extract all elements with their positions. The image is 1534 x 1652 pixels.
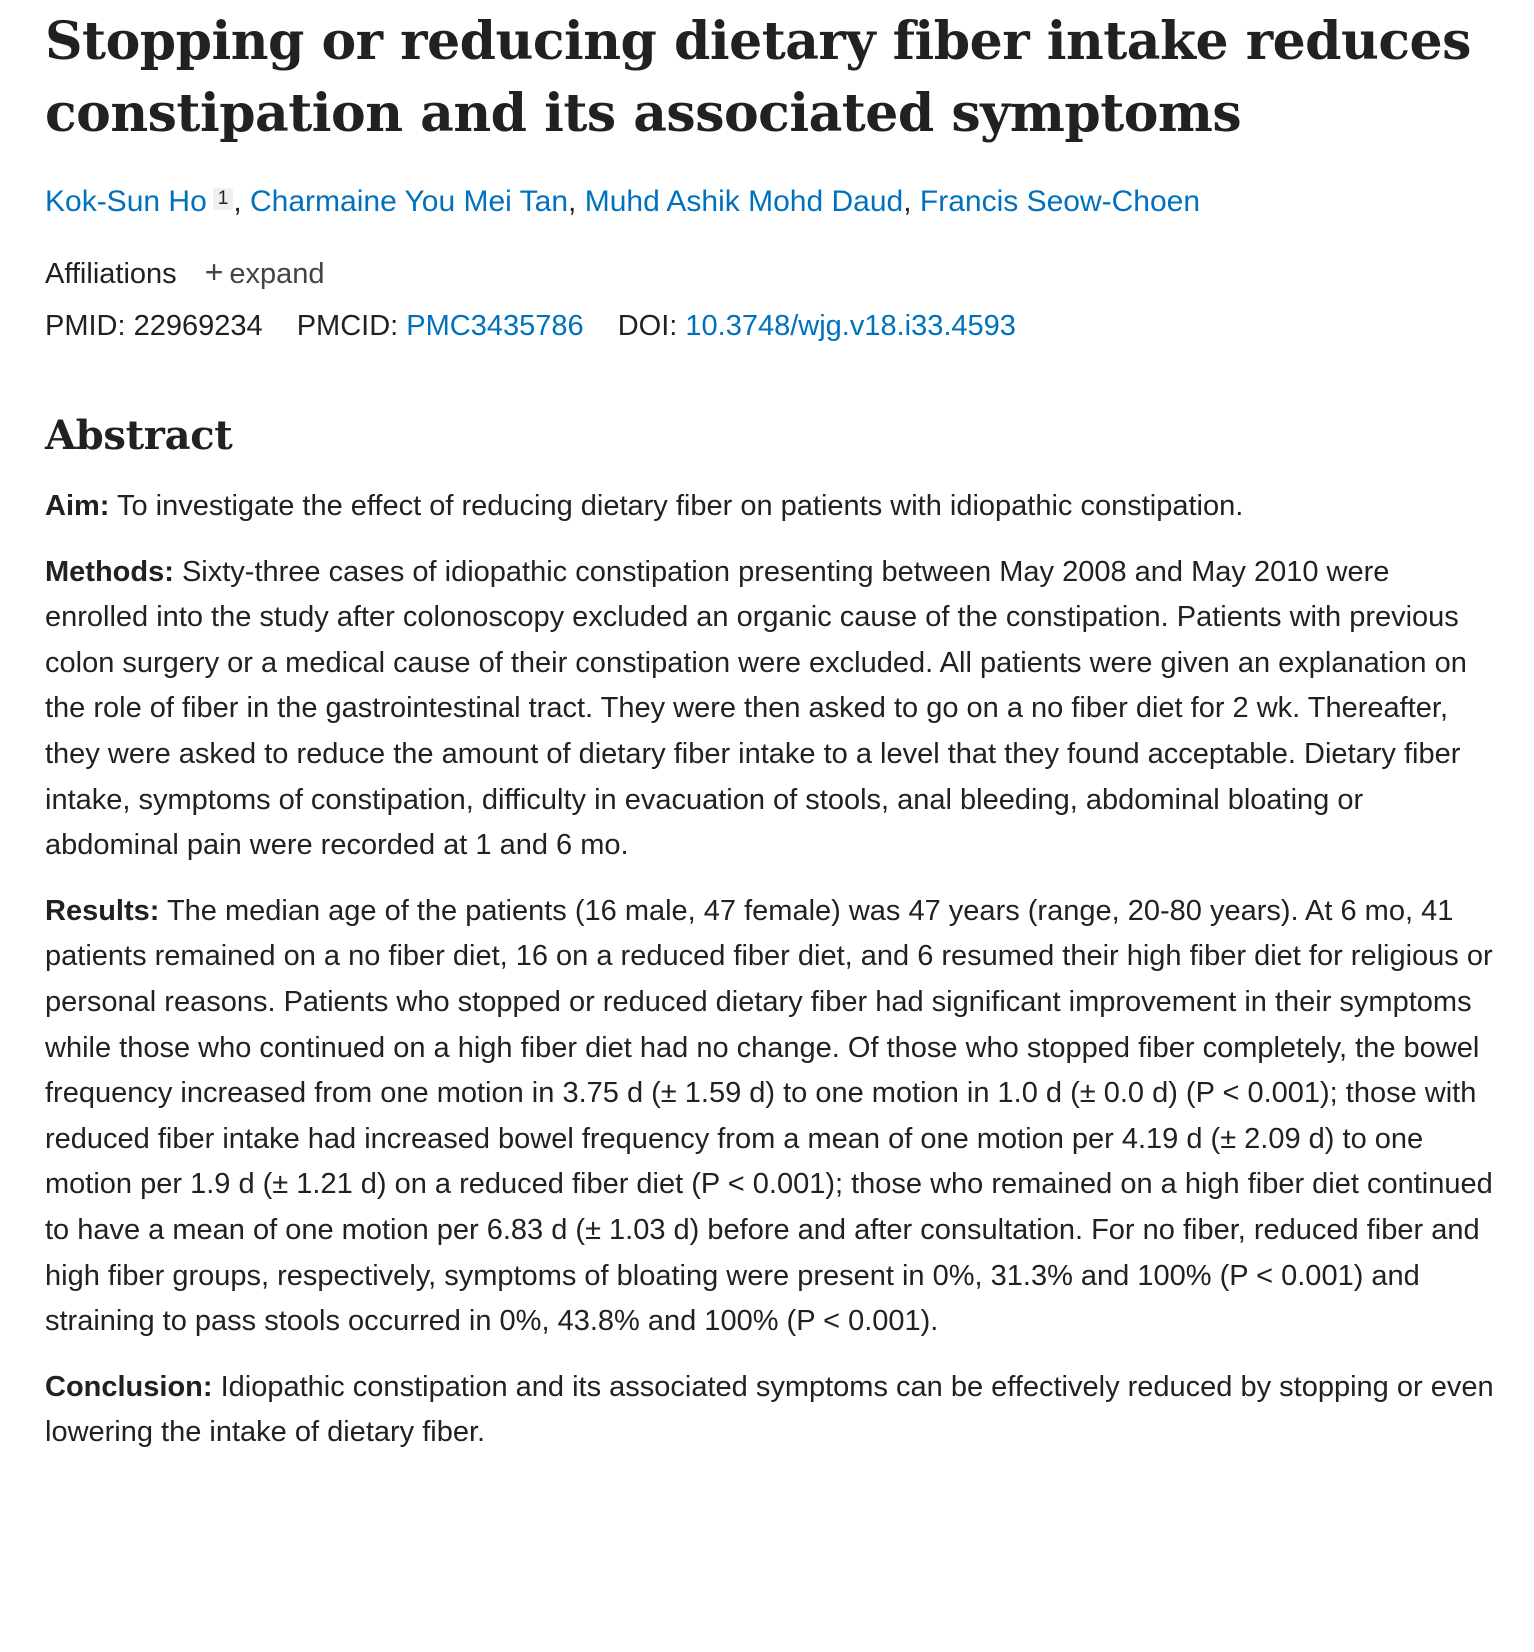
doi-label: DOI:	[617, 310, 678, 342]
pmid-group	[45, 306, 263, 346]
author-link[interactable]: Muhd Ashik Mohd Daud	[584, 185, 904, 218]
section-text: Idiopathic constipation and its associated symptoms can be effectively reduced by stopping or even lowering the intake of dietary fiber.	[45, 1370, 1494, 1449]
section-text: Sixty-three cases of idiopathic constipation presenting between May 2008 and May 2010 were enrolled into the study after colonoscopy excluded an organic cause of the constipation. Patients with previous colon surgery or a medical cause of their constipation were excluded. All patients were given an explanation on the role of fiber in the gastrointestinal tract. They were then asked to go on a no fiber diet for 2 wk. Thereafter, they were asked to reduce the amount of dietary fiber intake to a level that they found acceptable. Dietary fiber intake, symptoms of constipation, difficulty in evacuation of stools, anal bleeding, abdominal bloating or abdominal pain were recorded at 1 and 6 mo.	[45, 555, 1467, 862]
abstract-methods	[45, 550, 1495, 869]
section-text: To investigate the effect of reducing dietary fiber on patients with idiopathic constipation.	[117, 490, 1244, 522]
affiliation-reference[interactable]: 1	[213, 188, 234, 210]
author-link[interactable]: Francis Seow-Choen	[919, 185, 1201, 218]
author-link[interactable]: Kok-Sun Ho	[45, 185, 207, 218]
pmcid-group	[297, 306, 584, 346]
affiliations-label: Affiliations	[45, 258, 177, 290]
pmid-label: PMID:	[45, 310, 126, 342]
article-title: Stopping or reducing dietary fiber intake reduces constipation and its associated symptoms	[45, 11, 1471, 144]
article-identifiers	[45, 306, 1495, 346]
expand-affiliations-button[interactable]	[205, 252, 325, 294]
author-list	[45, 182, 1495, 222]
author-link[interactable]: Charmaine You Mei Tan	[250, 185, 569, 218]
abstract-results	[45, 889, 1495, 1345]
abstract-aim	[45, 484, 1495, 530]
pmcid-label: PMCID:	[296, 310, 399, 342]
pmcid-link[interactable]: PMC3435786	[406, 310, 584, 342]
article-page	[45, 0, 1495, 1456]
author-separator: ,	[568, 185, 577, 218]
abstract-heading: Abstract	[45, 412, 233, 459]
author-separator: ,	[233, 185, 242, 218]
section-label: Aim:	[45, 490, 110, 522]
section-text: The median age of the patients (16 male, 47 female) was 47 years (range, 20-80 years). At 6 mo, 41 patients remained on a no fiber diet, 16 on a reduced fiber diet, and 6 resumed their high fiber diet for religious or personal reasons. Patients who stopped or reduced dietary fiber had significant improvement in their symptoms while those who continued on a high fiber diet had no change. Of those who stopped fiber completely, the bowel frequency increased from one motion in 3.75 d (± 1.59 d) to one motion in 1.0 d (± 0.0 d) (P < 0.001); those with reduced fiber intake had increased bowel frequency from a mean of one motion per 4.19 d (± 2.09 d) to one motion per 1.9 d (± 1.21 d) on a reduced fiber diet (P < 0.001); those who remained on a high fiber diet continued to have a mean of one motion per 6.83 d (± 1.03 d) before and after consultation. For no fiber, reduced fiber and high fiber groups, respectively, symptoms of bloating were present in 0%, 31.3% and 100% (P < 0.001) and straining to pass stools occurred in 0%, 43.8% and 100% (P < 0.001).	[45, 894, 1493, 1338]
section-label: Conclusion:	[45, 1370, 213, 1403]
pmid-value: 22969234	[133, 310, 263, 342]
plus-icon: +	[204, 254, 224, 290]
author-separator: ,	[903, 185, 912, 218]
section-label: Results:	[45, 894, 160, 927]
abstract-conclusion	[45, 1365, 1495, 1456]
doi-group	[618, 306, 1016, 346]
section-label: Methods:	[45, 555, 174, 588]
affiliations-row	[45, 252, 1495, 294]
doi-link[interactable]: 10.3748/wjg.v18.i33.4593	[685, 310, 1016, 342]
expand-label: expand	[229, 258, 325, 290]
